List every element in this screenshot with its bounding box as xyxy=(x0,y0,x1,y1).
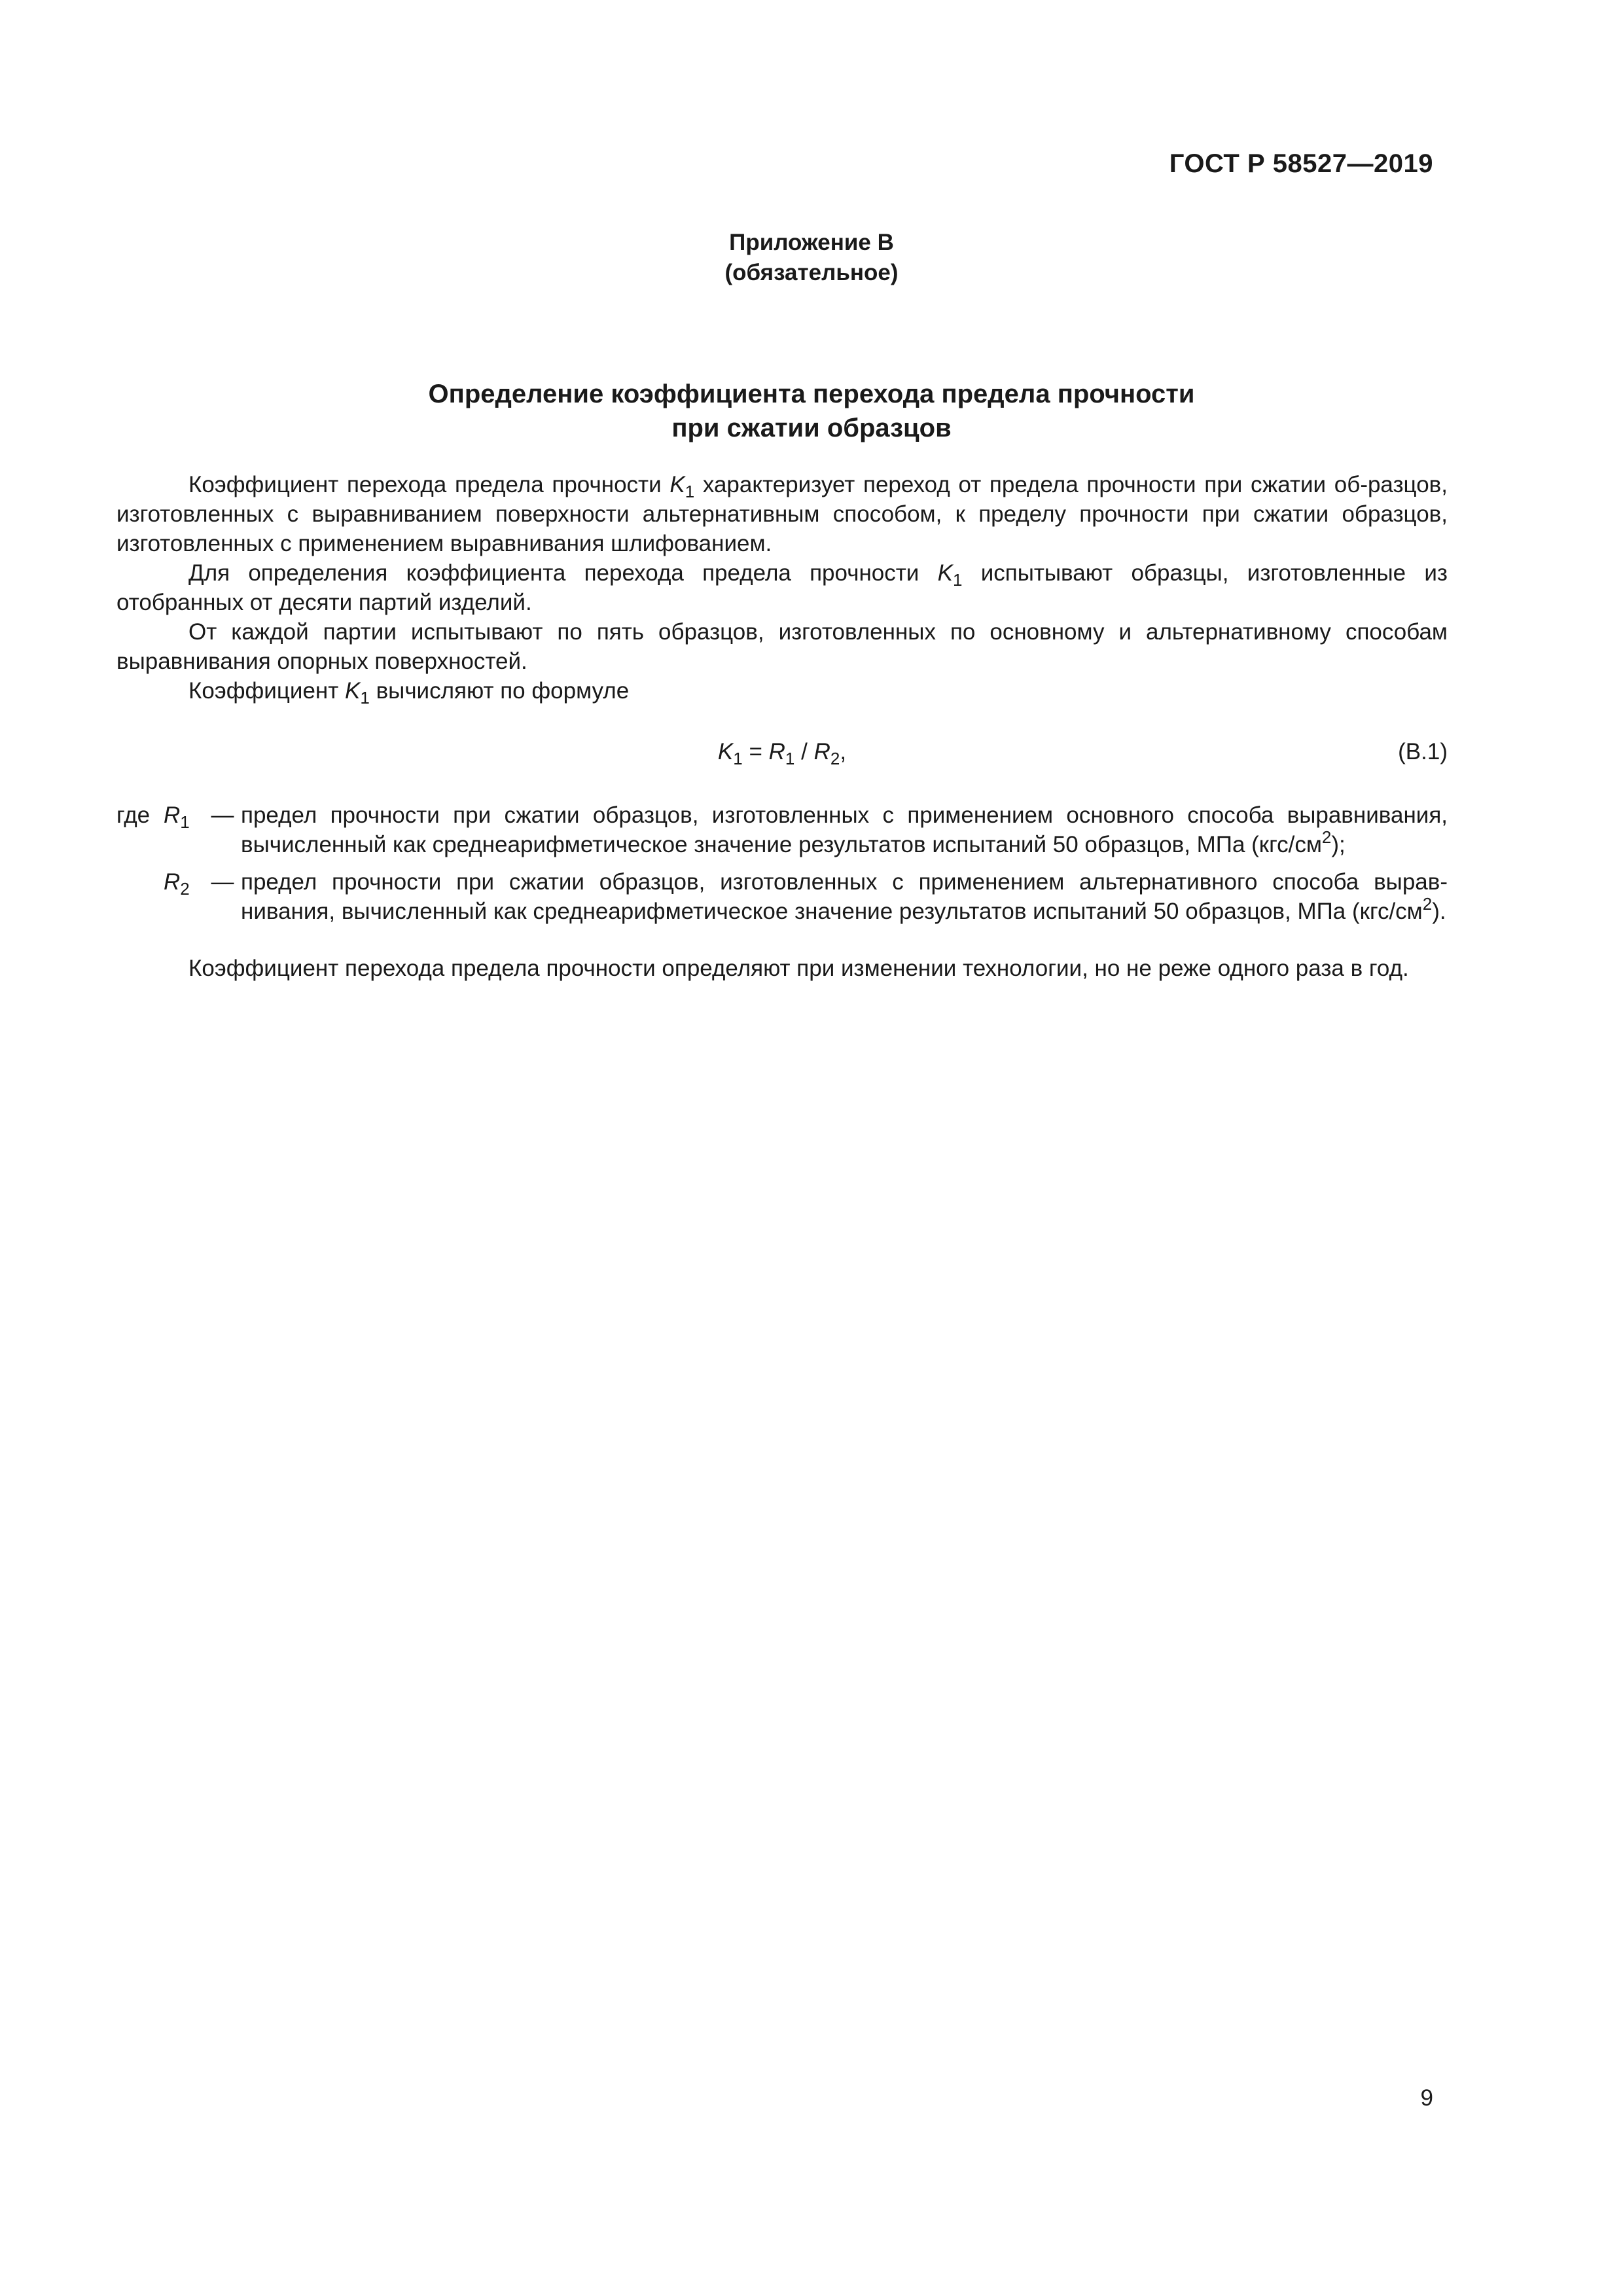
paragraph-3: От каждой партии испытывают по пять образцов, изготовленных по основному и альтернативному способам выравнивания опорных поверхностей. xyxy=(116,619,1448,674)
where-dash: — xyxy=(211,802,234,828)
where-symbol-r: R xyxy=(164,869,181,895)
annex-heading xyxy=(0,228,1623,288)
section-title-line-1: Определение коэффициента перехода предела прочности xyxy=(428,380,1195,408)
paragraph-2 xyxy=(116,558,1448,617)
where-symbol-r: R xyxy=(164,802,181,828)
section-title-line-2: при сжатии образцов xyxy=(671,414,952,442)
where-symbol xyxy=(164,867,204,897)
paragraph-4-start: Коэффициент xyxy=(188,678,346,704)
symbol-k: K xyxy=(669,472,685,497)
annex-label: Приложение В xyxy=(729,230,894,255)
formula-r1-sub: 1 xyxy=(785,749,795,768)
subscript: 1 xyxy=(685,482,695,501)
subscript: 1 xyxy=(360,688,370,708)
paragraph-2-start: Для определения коэффициента перехода предела прочности xyxy=(188,560,938,586)
where-definition-text: предел прочности при сжатии образцов, изготовленных с применением основного способа выравнивания, вычисленный как среднеарифметическое значение результатов испытаний 50 образцов, МПа (кгс/см xyxy=(241,802,1448,857)
formula-slash: / xyxy=(794,739,814,764)
paragraph-2-end: испытывают образцы, изготовленные из отобранных от десяти партий изделий. xyxy=(116,560,1448,615)
formula-r2: R xyxy=(813,739,830,764)
formula-comma: , xyxy=(840,739,847,764)
formula-number: (В.1) xyxy=(1398,739,1448,764)
symbol-k: K xyxy=(345,678,361,704)
formula-block xyxy=(116,737,1448,766)
where-definition-tail: ). xyxy=(1432,899,1446,924)
body-text xyxy=(116,470,1448,983)
symbol-k: K xyxy=(937,560,953,586)
page-number: 9 xyxy=(1420,2085,1433,2111)
where-definition-text: предел прочности при сжатии образцов, изготовленных с применением альтернативного способа вырав-нивания, вычисленный как среднеарифметическое значение результатов испытаний 50 образцов, МПа (кгс/см xyxy=(241,869,1448,924)
section-title xyxy=(0,377,1623,445)
superscript: 2 xyxy=(1321,827,1332,847)
formula-k-sub: 1 xyxy=(733,749,743,768)
where-symbol xyxy=(164,800,204,830)
where-symbol-sub: 2 xyxy=(180,879,190,899)
final-paragraph: Коэффициент перехода предела прочности определяют при изменении технологии, но не реже одного раза в год. xyxy=(188,956,1409,981)
paragraph-4-end: вычисляют по формуле xyxy=(369,678,630,704)
where-item-r1 xyxy=(116,800,1448,859)
subscript: 1 xyxy=(952,570,963,590)
paragraph-1 xyxy=(116,470,1448,558)
where-lead: где xyxy=(116,802,151,828)
where-definition-tail: ); xyxy=(1331,832,1346,857)
formula-equals: = xyxy=(742,739,769,764)
where-symbol-sub: 1 xyxy=(180,812,190,832)
formula-r1: R xyxy=(768,739,785,764)
where-list xyxy=(116,800,1448,926)
formula xyxy=(116,737,1448,766)
where-dash: — xyxy=(211,869,234,895)
where-definition xyxy=(241,867,1448,926)
superscript: 2 xyxy=(1422,894,1433,914)
where-item-r2 xyxy=(116,867,1448,926)
where-definition xyxy=(241,800,1448,859)
standard-code: ГОСТ Р 58527—2019 xyxy=(1169,149,1433,178)
formula-k: K xyxy=(717,739,734,764)
paragraph-1-end: характеризует переход от предела прочности при сжатии об-разцов, изготовленных с выравниванием поверхности альтернативным способом, к пределу прочности при сжатии образцов, изготовленных с применением выравнивания шлифованием. xyxy=(116,472,1448,556)
paragraph-4 xyxy=(116,676,1448,706)
paragraph-1-start: Коэффициент перехода предела прочности xyxy=(188,472,670,497)
annex-status: (обязательное) xyxy=(724,260,899,285)
formula-r2-sub: 2 xyxy=(830,749,840,768)
